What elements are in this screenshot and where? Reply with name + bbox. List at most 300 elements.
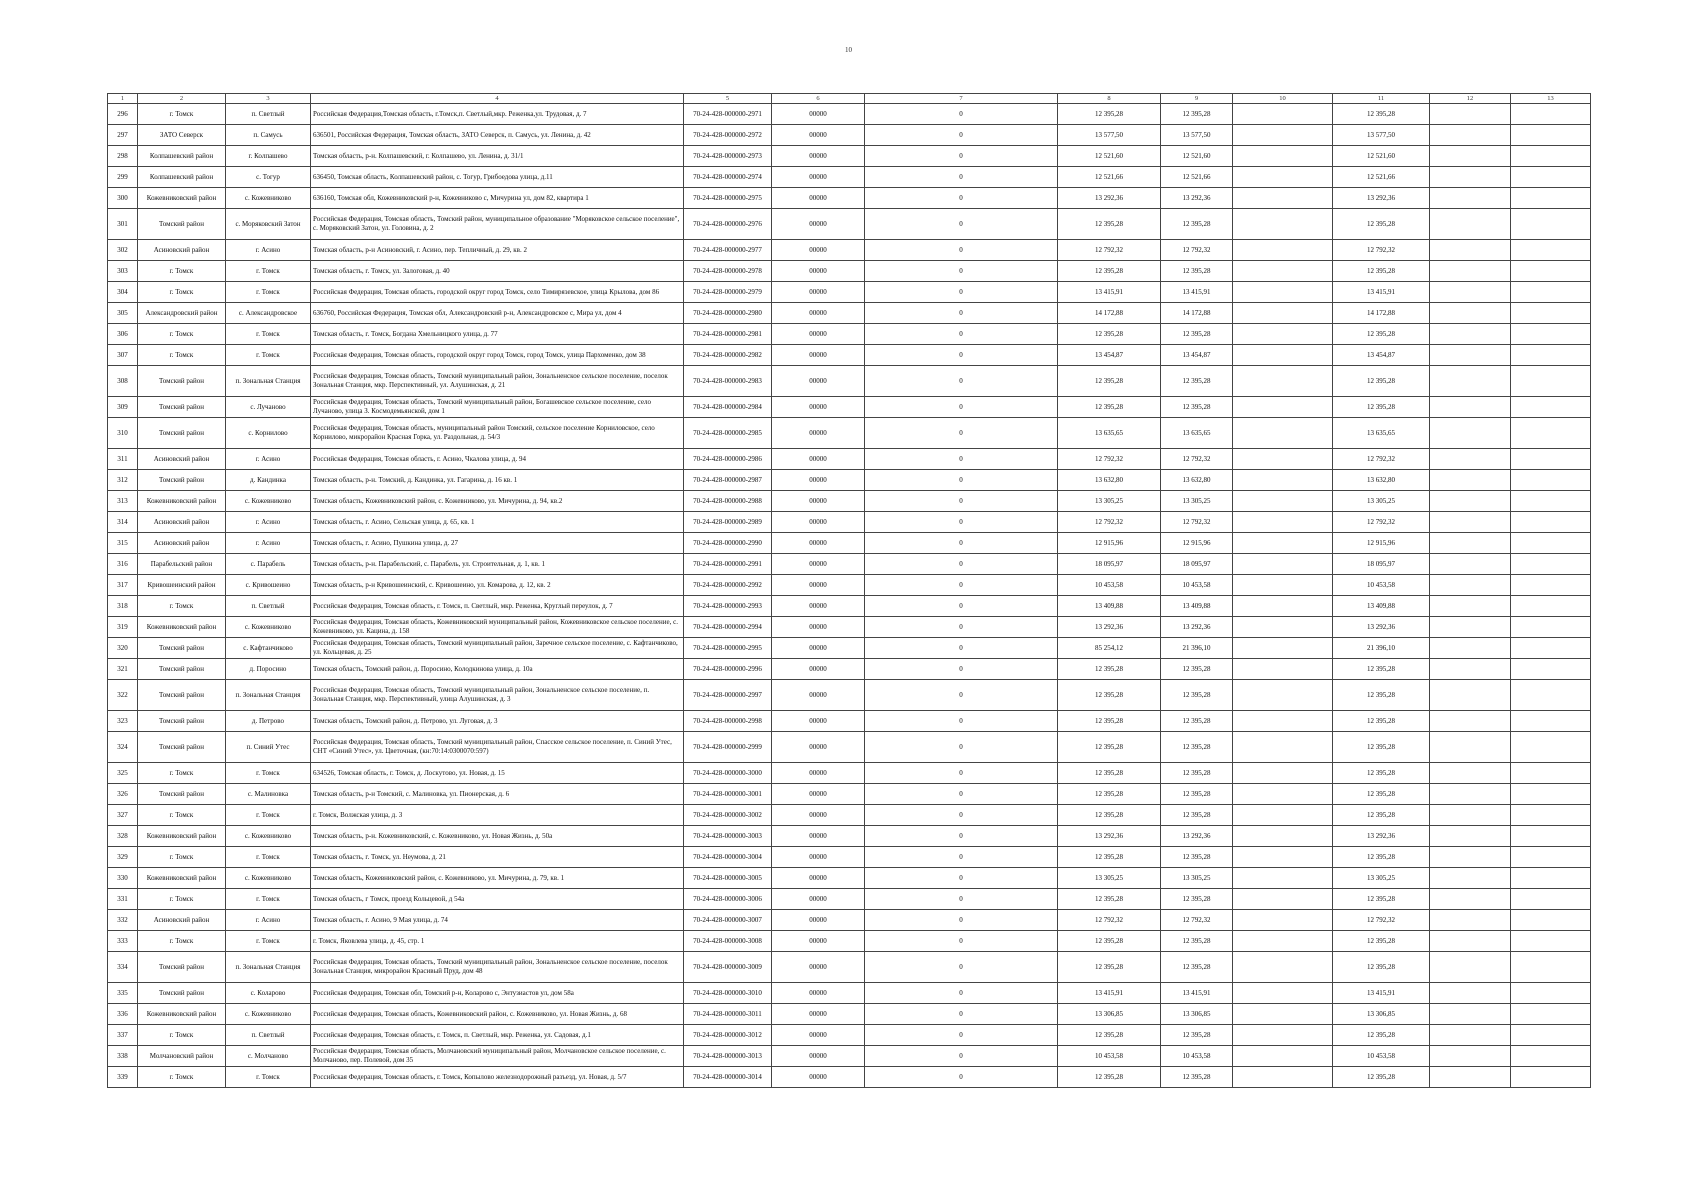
amount-cell: 12 395,28 [1161,763,1233,784]
column-number: 2 [138,94,226,104]
empty-cell [1511,983,1591,1004]
row-number-cell: 338 [108,1046,138,1067]
amount-cell: 14 172,88 [1161,303,1233,324]
empty-cell [1511,952,1591,983]
locality-cell: п. Светлый [226,596,311,617]
locality-cell: п. Светлый [226,1025,311,1046]
address-cell: Российская Федерация, Томская область, г. Томск, Копылово железнодорожный разъезд, ул. Новая, д. 5/7 [311,1067,684,1088]
table-row [108,680,1591,711]
registry-table [107,93,1591,1088]
table-row [108,1004,1591,1025]
locality-cell: с. Кафтанчиково [226,638,311,659]
amount-cell: 12 395,28 [1333,952,1430,983]
row-number-cell: 329 [108,847,138,868]
registry-code-cell: 70-24-428-000000-2982 [684,345,772,366]
amount-cell: 12 915,96 [1333,533,1430,554]
empty-cell [1430,763,1511,784]
table-row [108,1067,1591,1088]
table-row [108,638,1591,659]
address-cell: Российская Федерация, Томская область, городской округ город Томск, село Тимирязевское, улица Крылова, дом 86 [311,282,684,303]
amount-cell: 10 453,58 [1333,575,1430,596]
district-cell: г. Томск [138,889,226,910]
row-number-cell: 328 [108,826,138,847]
empty-cell [1511,826,1591,847]
empty-cell [1430,680,1511,711]
registry-code-cell: 70-24-428-000000-3014 [684,1067,772,1088]
empty-cell [1233,282,1333,303]
table-row [108,554,1591,575]
row-number-cell: 302 [108,240,138,261]
value-cell: 0 [865,732,1058,763]
code-cell: 00000 [772,575,865,596]
amount-cell: 12 395,28 [1333,784,1430,805]
amount-cell: 12 395,28 [1333,805,1430,826]
table-body [108,94,1591,1088]
empty-cell [1430,1004,1511,1025]
amount-cell: 13 306,85 [1333,1004,1430,1025]
amount-cell: 13 292,36 [1161,826,1233,847]
district-cell: г. Томск [138,1025,226,1046]
row-number-cell: 309 [108,397,138,418]
address-cell: Российская Федерация, Томская область, г. Асино, Чкалова улица, д. 94 [311,449,684,470]
district-cell: Кожевниковский район [138,617,226,638]
amount-cell: 12 395,28 [1058,366,1161,397]
amount-cell: 13 454,87 [1333,345,1430,366]
empty-cell [1430,261,1511,282]
locality-cell: с. Лучаново [226,397,311,418]
amount-cell: 13 305,25 [1161,868,1233,889]
row-number-cell: 337 [108,1025,138,1046]
row-number-cell: 333 [108,931,138,952]
registry-code-cell: 70-24-428-000000-3002 [684,805,772,826]
empty-cell [1511,397,1591,418]
amount-cell: 13 292,36 [1333,826,1430,847]
registry-code-cell: 70-24-428-000000-2991 [684,554,772,575]
column-number-row [108,94,1591,104]
row-number-cell: 297 [108,125,138,146]
empty-cell [1233,575,1333,596]
column-number: 6 [772,94,865,104]
table-row [108,596,1591,617]
amount-cell: 13 409,88 [1058,596,1161,617]
empty-cell [1233,910,1333,931]
amount-cell: 13 292,36 [1161,188,1233,209]
locality-cell: с. Кожевниково [226,826,311,847]
code-cell: 00000 [772,345,865,366]
amount-cell: 12 395,28 [1333,680,1430,711]
empty-cell [1233,711,1333,732]
value-cell: 0 [865,449,1058,470]
table-row [108,303,1591,324]
empty-cell [1430,1025,1511,1046]
district-cell: Асиновский район [138,512,226,533]
address-cell: г. Томск, Яковлева улица, д. 45, стр. 1 [311,931,684,952]
amount-cell: 12 792,32 [1333,512,1430,533]
table-row [108,952,1591,983]
empty-cell [1233,324,1333,345]
amount-cell: 13 415,91 [1161,282,1233,303]
value-cell: 0 [865,418,1058,449]
amount-cell: 12 395,28 [1058,659,1161,680]
registry-code-cell: 70-24-428-000000-2987 [684,470,772,491]
amount-cell: 12 792,32 [1333,910,1430,931]
district-cell: Томский район [138,209,226,240]
empty-cell [1511,931,1591,952]
code-cell: 00000 [772,418,865,449]
registry-code-cell: 70-24-428-000000-2992 [684,575,772,596]
empty-cell [1430,397,1511,418]
registry-code-cell: 70-24-428-000000-2993 [684,596,772,617]
empty-cell [1233,763,1333,784]
locality-cell: с. Кожевниково [226,868,311,889]
amount-cell: 12 792,32 [1058,512,1161,533]
district-cell: г. Томск [138,1067,226,1088]
registry-code-cell: 70-24-428-000000-3007 [684,910,772,931]
locality-cell: г. Томск [226,1067,311,1088]
amount-cell: 12 395,28 [1161,209,1233,240]
empty-cell [1233,209,1333,240]
code-cell: 00000 [772,188,865,209]
locality-cell: с. Моряковский Затон [226,209,311,240]
locality-cell: п. Самусь [226,125,311,146]
locality-cell: п. Светлый [226,104,311,125]
table-row [108,575,1591,596]
amount-cell: 13 635,65 [1161,418,1233,449]
table-row [108,805,1591,826]
district-cell: Томский район [138,470,226,491]
registry-code-cell: 70-24-428-000000-3001 [684,784,772,805]
code-cell: 00000 [772,952,865,983]
table-row [108,784,1591,805]
table-row [108,910,1591,931]
amount-cell: 10 453,58 [1058,575,1161,596]
column-number: 9 [1161,94,1233,104]
amount-cell: 12 792,32 [1058,240,1161,261]
amount-cell: 12 521,60 [1058,146,1161,167]
amount-cell: 13 454,87 [1058,345,1161,366]
district-cell: Молчановский район [138,1046,226,1067]
code-cell: 00000 [772,261,865,282]
amount-cell: 12 521,66 [1161,167,1233,188]
address-cell: Томская область, р-н. Кожевниковский, с. Кожевниково, ул. Новая Жизнь, д. 50а [311,826,684,847]
row-number-cell: 304 [108,282,138,303]
amount-cell: 13 409,88 [1161,596,1233,617]
row-number-cell: 332 [108,910,138,931]
empty-cell [1511,146,1591,167]
value-cell: 0 [865,146,1058,167]
row-number-cell: 336 [108,1004,138,1025]
address-cell: г. Томск, Волжская улица, д. 3 [311,805,684,826]
amount-cell: 12 792,32 [1161,910,1233,931]
registry-code-cell: 70-24-428-000000-2999 [684,732,772,763]
registry-code-cell: 70-24-428-000000-2974 [684,167,772,188]
registry-code-cell: 70-24-428-000000-3004 [684,847,772,868]
value-cell: 0 [865,847,1058,868]
district-cell: Томский район [138,784,226,805]
row-number-cell: 305 [108,303,138,324]
table-row [108,512,1591,533]
empty-cell [1430,418,1511,449]
table-row [108,732,1591,763]
value-cell: 0 [865,554,1058,575]
table-row [108,324,1591,345]
locality-cell: г. Томск [226,345,311,366]
empty-cell [1233,303,1333,324]
code-cell: 00000 [772,784,865,805]
address-cell: Томская область, Кожевниковский район, с. Кожевниково, ул. Мичурина, д. 79, кв. 1 [311,868,684,889]
registry-code-cell: 70-24-428-000000-2976 [684,209,772,240]
value-cell: 0 [865,470,1058,491]
empty-cell [1430,449,1511,470]
row-number-cell: 319 [108,617,138,638]
row-number-cell: 324 [108,732,138,763]
table-row [108,345,1591,366]
district-cell: Асиновский район [138,449,226,470]
locality-cell: д. Поросино [226,659,311,680]
registry-code-cell: 70-24-428-000000-2981 [684,324,772,345]
locality-cell: с. Кривошеино [226,575,311,596]
empty-cell [1233,889,1333,910]
empty-cell [1233,261,1333,282]
empty-cell [1430,209,1511,240]
address-cell: Российская Федерация, Томская область, Молчановский муниципальный район, Молчановское сельское поселение, с. Молчаново, пер. Полевой, дом 35 [311,1046,684,1067]
empty-cell [1511,1004,1591,1025]
empty-cell [1511,638,1591,659]
locality-cell: с. Корнилово [226,418,311,449]
empty-cell [1511,554,1591,575]
amount-cell: 12 395,28 [1333,659,1430,680]
address-cell: Томская область, г. Томск, ул. Неумова, д. 21 [311,847,684,868]
row-number-cell: 327 [108,805,138,826]
amount-cell: 12 792,32 [1161,240,1233,261]
registry-code-cell: 70-24-428-000000-3012 [684,1025,772,1046]
registry-code-cell: 70-24-428-000000-2972 [684,125,772,146]
empty-cell [1511,575,1591,596]
empty-cell [1233,617,1333,638]
district-cell: Асиновский район [138,533,226,554]
address-cell: 636450, Томская область, Колпашевский район, с. Тогур, Грибоедова улица, д.11 [311,167,684,188]
amount-cell: 10 453,58 [1161,575,1233,596]
address-cell: Томская область, г. Асино, Сельская улица, д. 65, кв. 1 [311,512,684,533]
empty-cell [1511,784,1591,805]
table-row [108,104,1591,125]
address-cell: Российская Федерация, Томская область, г. Томск, п. Светлый, мкр. Реженка, ул. Садовая, д.1 [311,1025,684,1046]
district-cell: г. Томск [138,261,226,282]
value-cell: 0 [865,952,1058,983]
code-cell: 00000 [772,470,865,491]
empty-cell [1233,680,1333,711]
empty-cell [1430,931,1511,952]
code-cell: 00000 [772,303,865,324]
amount-cell: 12 395,28 [1161,952,1233,983]
amount-cell: 12 395,28 [1161,680,1233,711]
registry-code-cell: 70-24-428-000000-2980 [684,303,772,324]
locality-cell: г. Асино [226,449,311,470]
value-cell: 0 [865,397,1058,418]
row-number-cell: 320 [108,638,138,659]
address-cell: Российская Федерация, Томская область, Томский муниципальный район, Спасское сельское поселение, п. Синий Утес, СНТ «Синий Утес», ул. Цветочная, (кн:70:14:0300070:597) [311,732,684,763]
district-cell: г. Томск [138,345,226,366]
amount-cell: 12 395,28 [1161,931,1233,952]
row-number-cell: 306 [108,324,138,345]
locality-cell: п. Зональная Станция [226,366,311,397]
district-cell: Томский район [138,732,226,763]
amount-cell: 12 792,32 [1333,240,1430,261]
empty-cell [1430,847,1511,868]
value-cell: 0 [865,104,1058,125]
registry-code-cell: 70-24-428-000000-2983 [684,366,772,397]
empty-cell [1430,638,1511,659]
address-cell: Российская Федерация, Томская область, Томский муниципальный район, Зональненское сельское поселение, п. Зональная Станция, мкр. Перспективный, улица Алушинская, д. 3 [311,680,684,711]
district-cell: ЗАТО Северск [138,125,226,146]
amount-cell: 21 396,10 [1161,638,1233,659]
value-cell: 0 [865,910,1058,931]
column-number: 7 [865,94,1058,104]
address-cell: Российская Федерация, Томская область, Кожевниковский муниципальный район, Кожевниковское сельское поселение, с. Кожевниково, ул. Кацина, д. 158 [311,617,684,638]
amount-cell: 13 305,25 [1333,491,1430,512]
district-cell: Томский район [138,983,226,1004]
code-cell: 00000 [772,680,865,711]
amount-cell: 12 395,28 [1333,732,1430,763]
locality-cell: г. Колпашево [226,146,311,167]
address-cell: Российская Федерация, Томская область, Томский муниципальный район, Зональненское сельское поселение, поселок Зональная Станция, мкр. Перспективный, ул. Алушинская, д. 21 [311,366,684,397]
row-number-cell: 331 [108,889,138,910]
table-row [108,240,1591,261]
code-cell: 00000 [772,554,865,575]
amount-cell: 14 172,88 [1333,303,1430,324]
registry-code-cell: 70-24-428-000000-3000 [684,763,772,784]
table-row [108,261,1591,282]
amount-cell: 18 095,97 [1161,554,1233,575]
value-cell: 0 [865,617,1058,638]
value-cell: 0 [865,763,1058,784]
empty-cell [1430,1067,1511,1088]
amount-cell: 12 395,28 [1161,805,1233,826]
district-cell: Асиновский район [138,240,226,261]
empty-cell [1430,470,1511,491]
empty-cell [1233,659,1333,680]
code-cell: 00000 [772,1025,865,1046]
address-cell: Российская Федерация, Томская область, Томский район, муниципальное образование "Моряковское сельское поселение", с. Моряковский Затон, ул. Головина, д. 2 [311,209,684,240]
amount-cell: 85 254,12 [1058,638,1161,659]
amount-cell: 12 395,28 [1333,847,1430,868]
amount-cell: 12 395,28 [1058,732,1161,763]
registry-code-cell: 70-24-428-000000-3008 [684,931,772,952]
amount-cell: 12 395,28 [1333,1067,1430,1088]
registry-code-cell: 70-24-428-000000-2989 [684,512,772,533]
district-cell: г. Томск [138,805,226,826]
code-cell: 00000 [772,659,865,680]
amount-cell: 12 395,28 [1058,711,1161,732]
empty-cell [1511,512,1591,533]
table-row [108,397,1591,418]
row-number-cell: 301 [108,209,138,240]
column-number: 10 [1233,94,1333,104]
registry-code-cell: 70-24-428-000000-2990 [684,533,772,554]
table-row [108,146,1591,167]
empty-cell [1233,931,1333,952]
registry-code-cell: 70-24-428-000000-2995 [684,638,772,659]
empty-cell [1430,104,1511,125]
amount-cell: 12 521,60 [1333,146,1430,167]
amount-cell: 12 395,28 [1058,324,1161,345]
row-number-cell: 317 [108,575,138,596]
table-row [108,617,1591,638]
empty-cell [1430,1046,1511,1067]
value-cell: 0 [865,366,1058,397]
registry-code-cell: 70-24-428-000000-3005 [684,868,772,889]
registry-code-cell: 70-24-428-000000-3011 [684,1004,772,1025]
amount-cell: 12 395,28 [1161,1067,1233,1088]
district-cell: Томский район [138,366,226,397]
registry-code-cell: 70-24-428-000000-2994 [684,617,772,638]
value-cell: 0 [865,638,1058,659]
address-cell: Томская область, г Томск, проезд Кольцевой, д 54а [311,889,684,910]
table-row [108,449,1591,470]
value-cell: 0 [865,826,1058,847]
amount-cell: 13 409,88 [1333,596,1430,617]
empty-cell [1233,732,1333,763]
column-number: 1 [108,94,138,104]
address-cell: Российская Федерация, Томская область, Томский муниципальный район, Заречное сельское поселение, с. Кафтанчиково, ул. Кольцевая, д. 25 [311,638,684,659]
amount-cell: 12 395,28 [1058,209,1161,240]
locality-cell: г. Томск [226,282,311,303]
district-cell: Асиновский район [138,910,226,931]
empty-cell [1511,261,1591,282]
empty-cell [1233,125,1333,146]
address-cell: Томская область, Томский район, д. Поросино, Колодкинова улица, д. 10а [311,659,684,680]
empty-cell [1430,732,1511,763]
district-cell: Томский район [138,659,226,680]
amount-cell: 12 395,28 [1333,261,1430,282]
row-number-cell: 325 [108,763,138,784]
code-cell: 00000 [772,889,865,910]
table-row [108,366,1591,397]
empty-cell [1511,805,1591,826]
registry-code-cell: 70-24-428-000000-2986 [684,449,772,470]
amount-cell: 21 396,10 [1333,638,1430,659]
empty-cell [1233,805,1333,826]
empty-cell [1430,125,1511,146]
locality-cell: г. Асино [226,533,311,554]
amount-cell: 12 395,28 [1058,931,1161,952]
registry-code-cell: 70-24-428-000000-3006 [684,889,772,910]
amount-cell: 13 305,25 [1333,868,1430,889]
value-cell: 0 [865,931,1058,952]
locality-cell: г. Томск [226,261,311,282]
amount-cell: 13 415,91 [1161,983,1233,1004]
registry-code-cell: 70-24-428-000000-2978 [684,261,772,282]
value-cell: 0 [865,188,1058,209]
empty-cell [1233,868,1333,889]
code-cell: 00000 [772,512,865,533]
empty-cell [1233,847,1333,868]
registry-code-cell: 70-24-428-000000-3003 [684,826,772,847]
locality-cell: д. Петрово [226,711,311,732]
empty-cell [1430,596,1511,617]
empty-cell [1233,104,1333,125]
amount-cell: 12 395,28 [1161,324,1233,345]
amount-cell: 18 095,97 [1058,554,1161,575]
table-row [108,868,1591,889]
locality-cell: с. Кожевниково [226,188,311,209]
row-number-cell: 299 [108,167,138,188]
amount-cell: 12 395,28 [1333,711,1430,732]
value-cell: 0 [865,983,1058,1004]
value-cell: 0 [865,345,1058,366]
value-cell: 0 [865,711,1058,732]
district-cell: Томский район [138,397,226,418]
